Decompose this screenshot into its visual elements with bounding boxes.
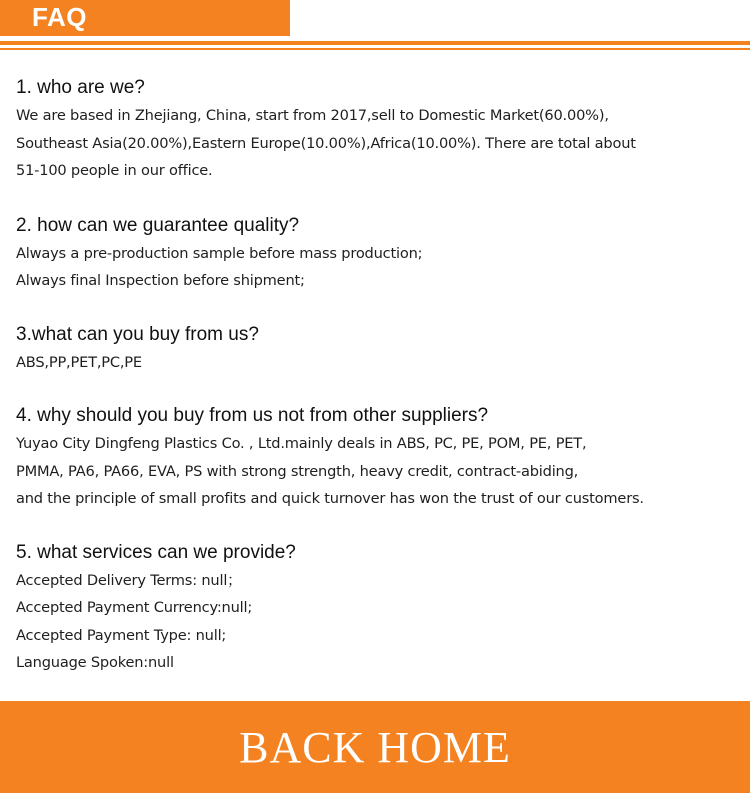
faq-item-quality xyxy=(16,214,740,295)
faq-answer-line: PMMA, PA6, PA66, EVA, PS with strong strength, heavy credit, contract-abiding, xyxy=(16,462,579,480)
faq-answer-line: Accepted Delivery Terms: null； xyxy=(16,571,242,589)
faq-question: 5. what services can we provide? xyxy=(16,541,296,563)
faq-question: 4. why should you buy from us not from other suppliers? xyxy=(16,405,489,426)
faq-header-tab xyxy=(0,0,290,36)
faq-title: FAQ xyxy=(32,2,87,32)
back-home-button[interactable] xyxy=(0,701,750,793)
faq-item-products xyxy=(16,323,740,377)
faq-answer-line: Always final Inspection before shipment; xyxy=(16,272,305,289)
faq-answer-line: Language Spoken:null xyxy=(16,654,174,671)
faq-answer-line: 51-100 people in our office. xyxy=(16,162,213,179)
faq-answer-line: Accepted Payment Type: null; xyxy=(16,626,227,644)
header-divider-thin xyxy=(0,48,750,50)
faq-question: 2. how can we guarantee quality? xyxy=(16,214,300,236)
faq-list xyxy=(16,76,740,704)
faq-item-who-are-we xyxy=(16,76,740,185)
faq-answer-line: We are based in Zhejiang, China, start from 2017,sell to Domestic Market(60.00%), xyxy=(16,107,609,124)
faq-item-services xyxy=(16,541,740,677)
faq-question: 3.what can you buy from us? xyxy=(16,323,259,345)
faq-answer-line: Accepted Payment Currency:null; xyxy=(16,599,253,616)
faq-answer-line: Southeast Asia(20.00%),Eastern Europe(10.00%),Africa(10.00%). There are total about xyxy=(16,134,636,152)
faq-item-why-us xyxy=(16,404,740,513)
faq-answer-line: ABS,PP,PET,PC,PE xyxy=(16,353,142,371)
header-divider-thick xyxy=(0,41,750,45)
faq-question: 1. who are we? xyxy=(16,77,145,98)
faq-answer-line: Always a pre-production sample before mass production; xyxy=(16,244,423,262)
faq-answer-line: Yuyao City Dingfeng Plastics Co. , Ltd.mainly deals in ABS, PC, PE, POM, PE, PET, xyxy=(16,435,587,452)
faq-answer-line: and the principle of small profits and quick turnover has won the trust of our customers. xyxy=(16,490,644,507)
back-home-label: BACK HOME xyxy=(239,722,511,772)
